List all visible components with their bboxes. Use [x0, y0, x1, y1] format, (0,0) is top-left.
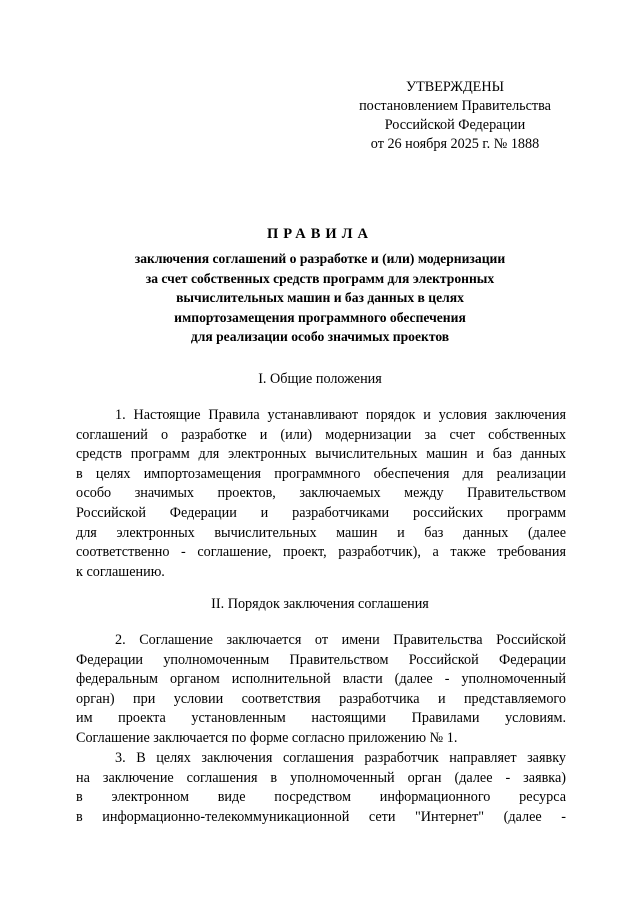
paragraph-line: средств программ для электронных вычислительных машин и баз данных — [76, 446, 566, 463]
paragraph-1 — [76, 406, 566, 582]
paragraph-line: 3. В целях заключения соглашения разработчик направляет заявку — [115, 750, 566, 766]
approval-line: Российской Федерации — [384, 117, 526, 133]
paragraph-3 — [76, 749, 566, 827]
paragraph-line: Российской Федерации и разработчиками российских программ — [76, 504, 566, 521]
approval-date-line: от 26 ноября 2025 г. № 1888 — [370, 136, 540, 152]
paragraph-line: в электронном виде посредством информационного ресурса — [76, 789, 566, 806]
section-heading-general: I. Общие положения — [258, 371, 382, 387]
subtitle-line: заключения соглашений о разработке и (или) модернизации — [134, 251, 506, 266]
subtitle-line: за счет собственных средств программ для электронных — [145, 270, 495, 286]
paragraph-line: соглашений о разработке и (или) модернизации за счет собственных — [76, 426, 566, 443]
paragraph-line: в информационно-телекоммуникационной сети "Интернет" (далее - — [76, 808, 566, 825]
paragraph-line: в целях импортозамещения программного обеспечения для реализации — [76, 465, 566, 482]
approval-line: постановлением Правительства — [359, 98, 551, 114]
paragraph-line: к соглашению. — [76, 563, 165, 580]
subtitle-line: для реализации особо значимых проектов — [190, 329, 450, 344]
paragraph-line: особо значимых проектов, заключаемых между Правительством — [76, 485, 566, 502]
document-title: ПРАВИЛА — [267, 226, 373, 242]
subtitle-line: вычислительных машин и баз данных в целях — [176, 290, 464, 305]
paragraph-line: орган) при условии соответствия разработчика и представляемого — [76, 690, 566, 707]
paragraph-line: на заключение соглашения в уполномоченный орган (далее - заявка) — [76, 769, 566, 786]
section-heading-procedure: II. Порядок заключения соглашения — [211, 596, 429, 612]
paragraph-2 — [76, 631, 566, 749]
paragraph-line: 2. Соглашение заключается от имени Правительства Российской — [115, 632, 566, 648]
approval-heading: УТВЕРЖДЕНЫ — [406, 79, 504, 95]
paragraph-line: Федерации уполномоченным Правительством Российской Федерации — [76, 651, 566, 668]
paragraph-line: соответственно - соглашение, проект, разработчик), а также требования — [76, 544, 566, 561]
subtitle-line: импортозамещения программного обеспечения — [174, 309, 466, 325]
paragraph-line: для электронных вычислительных машин и баз данных (далее — [76, 524, 566, 541]
paragraph-line: федеральным органом исполнительной власти (далее - уполномоченный — [76, 671, 566, 688]
approval-stamp — [340, 78, 570, 154]
paragraph-line: им проекта установленным настоящими Правилами условиям. — [76, 710, 566, 727]
paragraph-line: 1. Настоящие Правила устанавливают порядок и условия заключения — [115, 407, 566, 423]
document-subtitle — [70, 249, 570, 347]
paragraph-line: Соглашение заключается по форме согласно приложению № 1. — [76, 729, 458, 746]
